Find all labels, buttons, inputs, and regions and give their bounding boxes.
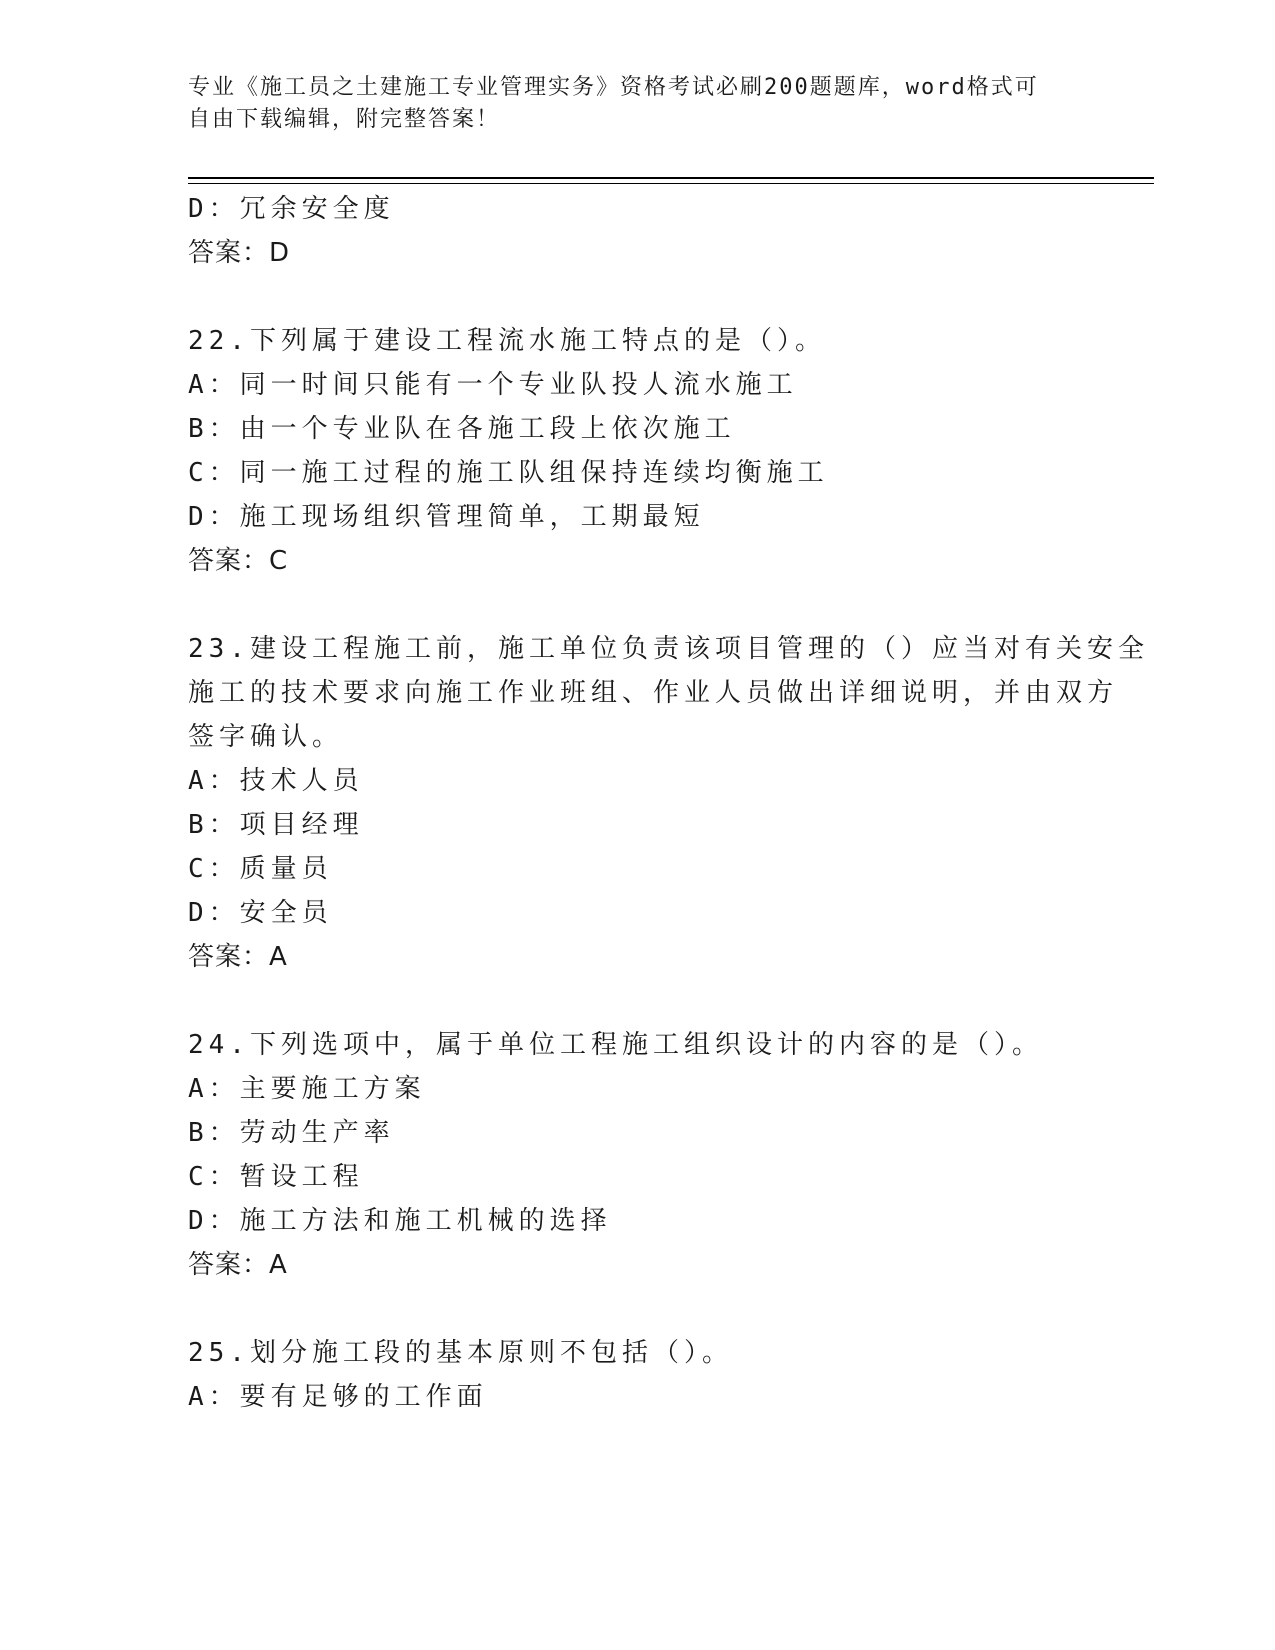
question-22-option-b: B：由一个专业队在各施工段上依次施工 — [188, 414, 736, 444]
question-24-option-b: B：劳动生产率 — [188, 1118, 395, 1148]
question-25-option-a: A：要有足够的工作面 — [188, 1382, 488, 1412]
question-22-option-c: C：同一施工过程的施工队组保持连续均衡施工 — [188, 458, 829, 488]
question-22: 22.下列属于建设工程流水施工特点的是（）。 — [188, 326, 826, 356]
question-25: 25.划分施工段的基本原则不包括（）。 — [188, 1338, 733, 1368]
question-24-option-c: C：暂设工程 — [188, 1162, 364, 1192]
header-line-2: 自由下载编辑，附完整答案！ — [188, 107, 501, 132]
header-divider-thin — [188, 183, 1154, 184]
document-header — [188, 72, 1068, 136]
question-24-option-a: A：主要施工方案 — [188, 1074, 426, 1104]
question-23-option-b: B：项目经理 — [188, 810, 364, 840]
answer-23: 答案：A — [188, 942, 288, 972]
option-d-prev: D：冗余安全度 — [188, 194, 395, 224]
header-divider-thick — [188, 177, 1154, 179]
answer-22: 答案：C — [188, 546, 289, 576]
question-23-option-c: C：质量员 — [188, 854, 333, 884]
question-24: 24.下列选项中，属于单位工程施工组织设计的内容的是（）。 — [188, 1030, 1043, 1060]
question-24-option-d: D：施工方法和施工机械的选择 — [188, 1206, 612, 1236]
question-23-option-a: A：技术人员 — [188, 766, 364, 796]
header-line-1: 专业《施工员之土建施工专业管理实务》资格考试必刷200题题库，word格式可 — [188, 75, 1039, 100]
question-23-line-3: 签字确认。 — [188, 722, 344, 752]
answer-21: 答案：D — [188, 238, 291, 268]
question-23-line-1: 23.建设工程施工前，施工单位负责该项目管理的（）应当对有关安全 — [188, 634, 1149, 664]
question-22-option-a: A：同一时间只能有一个专业队投人流水施工 — [188, 370, 798, 400]
question-22-option-d: D：施工现场组织管理简单，工期最短 — [188, 502, 705, 532]
question-23-line-2: 施工的技术要求向施工作业班组、作业人员做出详细说明，并由双方 — [188, 678, 1119, 708]
question-23-option-d: D：安全员 — [188, 898, 333, 928]
answer-24: 答案：A — [188, 1250, 288, 1280]
